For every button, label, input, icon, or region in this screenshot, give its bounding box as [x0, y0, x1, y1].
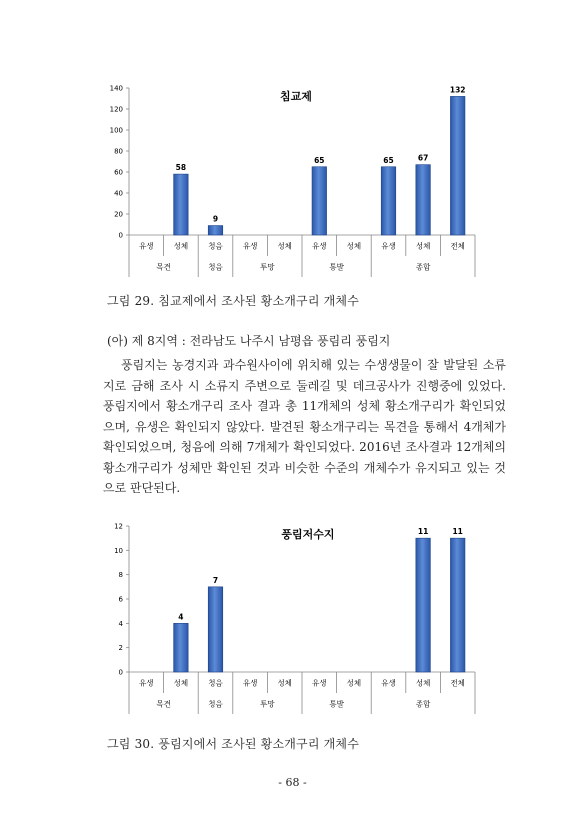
category-label: 성체 — [415, 241, 431, 251]
data-label: 9 — [212, 214, 219, 224]
y-tick-label: 10 — [114, 546, 123, 555]
category-label: 성체 — [173, 241, 189, 251]
bar — [174, 174, 189, 235]
section-heading: (아) 제 8지역 : 전라남도 나주시 남평읍 풍림리 풍림지 — [107, 334, 391, 348]
data-label: 132 — [449, 85, 466, 95]
category-label: 청음 — [208, 241, 223, 251]
bar — [416, 165, 431, 235]
chart-title: 침교제 — [280, 90, 312, 103]
bar — [208, 226, 223, 235]
category-label: 성체 — [346, 241, 362, 251]
group-label: 목견 — [156, 262, 171, 272]
data-label: 65 — [383, 155, 394, 165]
category-label: 성체 — [346, 678, 362, 688]
y-tick-label: 2 — [118, 644, 123, 653]
y-tick-label: 140 — [109, 84, 123, 93]
group-label: 목견 — [156, 699, 171, 709]
bar — [450, 538, 465, 672]
category-label: 유생 — [312, 241, 327, 251]
figure-29-caption: 그림 29. 침교제에서 조사된 황소개구리 개체수 — [107, 294, 360, 308]
y-tick-label: 120 — [109, 105, 123, 114]
bar — [416, 538, 431, 672]
y-tick-label: 6 — [118, 595, 123, 604]
y-tick-label: 80 — [114, 147, 123, 156]
group-label: 통발 — [329, 699, 344, 709]
category-label: 전체 — [450, 678, 465, 688]
body-paragraph — [103, 355, 506, 499]
group-label: 종합 — [415, 262, 431, 272]
category-label: 유생 — [242, 678, 258, 688]
bar — [312, 167, 327, 235]
data-label: 11 — [417, 527, 429, 537]
category-label: 성체 — [173, 678, 189, 688]
page-number: - 68 - — [278, 776, 307, 789]
bar — [208, 587, 223, 672]
data-label: 7 — [212, 575, 219, 585]
data-label: 67 — [417, 153, 429, 163]
data-label: 58 — [175, 163, 187, 173]
bar-chart-pungnim — [0, 505, 585, 720]
data-label: 4 — [178, 612, 184, 622]
category-label: 유생 — [242, 241, 258, 251]
y-tick-label: 4 — [118, 619, 123, 628]
group-label: 청음 — [208, 262, 223, 272]
paragraph-text: 풍림지는 농경지과 과수원사이에 위치해 있는 수생생물이 잘 발달된 소류지로 금해 조사 시 소류지 주변으로 둘레길 및 데크공사가 진행중에 있었다. 풍림지에서 황소개구리 조사 결과 총 11개체의 성체 황소개구리가 확인되었으며, 유생은 확인되지 않았다. 발견된 황소개구리는 목견을 통해서 4개체가 확인되었으며, 청음에 의해 7개체가 확인되었다. 2016년 조사결과 12개체의 황소개구리가 성체만 확인된 것과 비슷한 수준의 개체수가 유지되고 있는 것으로 판단된다. — [103, 358, 506, 495]
y-tick-label: 0 — [118, 231, 123, 240]
group-label: 통발 — [329, 262, 344, 272]
category-label: 전체 — [450, 241, 465, 251]
category-label: 유생 — [139, 241, 154, 251]
y-tick-label: 40 — [114, 189, 123, 198]
chart-1 — [0, 0, 585, 290]
group-label: 청음 — [208, 699, 223, 709]
category-label: 유생 — [381, 678, 396, 688]
bar — [450, 96, 465, 235]
group-label: 종합 — [415, 699, 431, 709]
chart-title: 풍림저수지 — [281, 528, 335, 541]
category-label: 성체 — [415, 678, 431, 688]
category-label: 성체 — [277, 678, 292, 688]
bar — [174, 623, 189, 672]
y-tick-label: 8 — [118, 571, 123, 580]
bar-chart-chimgyoje — [0, 0, 585, 290]
chart-2 — [0, 505, 585, 720]
group-label: 투망 — [260, 262, 275, 272]
category-label: 청음 — [208, 678, 223, 688]
figure-30-caption: 그림 30. 풍림지에서 조사된 황소개구리 개체수 — [107, 737, 360, 751]
y-tick-label: 100 — [109, 126, 123, 135]
category-label: 유생 — [312, 678, 327, 688]
y-tick-label: 20 — [114, 210, 123, 219]
group-label: 투망 — [260, 699, 275, 709]
y-tick-label: 0 — [118, 668, 123, 677]
category-label: 성체 — [277, 241, 292, 251]
y-tick-label: 12 — [114, 522, 123, 531]
data-label: 65 — [314, 155, 325, 165]
y-tick-label: 60 — [114, 168, 123, 177]
data-label: 11 — [452, 527, 463, 537]
category-label: 유생 — [139, 678, 154, 688]
bar — [381, 167, 396, 235]
category-label: 유생 — [381, 241, 396, 251]
